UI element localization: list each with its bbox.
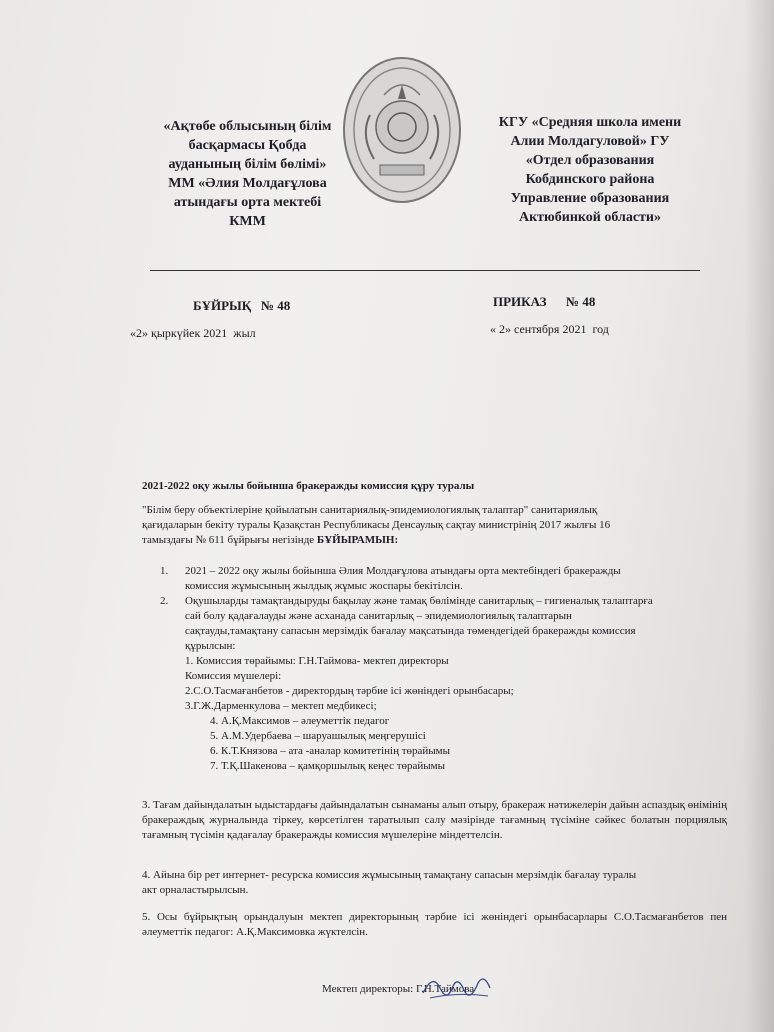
order-date-kz: «2» қыркүйек 2021 жыл [130,326,256,340]
paragraph-4 [142,868,727,898]
preamble-line [142,533,712,548]
document-title: 2021-2022 оқу жылы бойынша бракеражды комиссия құру туралы [142,480,475,492]
commission-line: 6. К.Т.Князова – ата -аналар комитетінің төрайымы [210,745,451,757]
commission-line: 1. Комиссия төрайымы: Г.Н.Таймова- мектеп директоры [185,655,449,667]
header-ru-line: Кобдинского района [525,172,655,187]
paragraph-3: 3. Тағам дайындалатын ыдыстардағы дайындалатын сынаманы алып отыру, бракераж нәтижелерін дайын аспаздық өнімінің бракераждық журналында тіркеу, көрсетілген таратылып салу мәзірінде тағамның түсіміне сәйкес болатын порциялық тағамның түсімін қадағалау бракеражды комиссия мүшелеріне міндеттелсін. [142,799,727,841]
order-directive: БҰЙЫРАМЫН: [316,534,399,546]
list-item [160,594,720,774]
header-ru-line: Управление образования [510,191,670,206]
header-kz-line: ауданының білім бөлімі» [168,157,327,172]
item-number: 1. [160,565,169,577]
header-ru-line: Алии Молдагуловой» ГУ [510,134,670,149]
director-signature-line: Мектеп директоры: Г.Н.Таймова [322,983,475,995]
commission-line: 4. А.Қ.Максимов – әлеуметтік педагог [210,715,390,727]
header-russian [490,113,690,227]
header-kz-line: ММ «Әлия Молдағұлова [168,176,327,191]
list-item [160,564,720,594]
order-items-list [160,564,720,774]
preamble-line: "Білім беру объектілеріне қойылатын санитариялық-эпидемиологиялық талаптар" санитариялық [142,504,598,516]
handwritten-signature-icon [418,968,498,1008]
paragraph-line: акт орналастырылсын. [142,884,249,896]
header-kz-line: КММ [229,214,266,229]
header-kz-line: басқармасы Қобда [188,138,307,153]
commission-line: 5. А.М.Удербаева – шаруашылық меңгерушісі [210,730,426,742]
preamble-line: қағидаларын бекіту туралы Қазақстан Республикасы Денсаулық сақтау министрінің 2017 жылғы 16 [142,519,611,531]
commission-line: Комиссия мүшелері: [185,670,282,682]
order-title-kz: БҰЙРЫҚ № 48 [193,298,291,313]
commission-line: 7. Т.Қ.Шакенова – қамқоршылық кеңес төрайымы [210,760,446,772]
paragraph-line: 4. Айына бір рет интернет- ресурска комиссия жұмысының тамақтану сапасын мерзімдік бағалау туралы [142,869,637,881]
item-line: комиссия жұмысының жылдық жұмыс жоспары бекітілсін. [185,580,463,592]
commission-line: 3.Г.Ж.Дарменкулова – мектеп медбикесі; [185,700,377,712]
order-date-ru: « 2» сентября 2021 год [490,322,609,336]
preamble [142,503,712,548]
state-emblem-icon [340,55,465,205]
header-kz-line: атындағы орта мектебі [173,195,322,210]
item-line: сай болу қадағалауды және асханада санитарлық – эпидемиологиялық талаптарын [185,610,572,622]
paragraph-5: 5. Осы бұйрықтың орындалуын мектеп директорының тәрбие ісі жөніндегі орынбасарлары С.О.Тасмағанбетов пен әлеуметтік педагог: А.Қ.Максимовка жүктелсін. [142,911,727,938]
header-kz-line: «Ақтөбе облысының білім [163,119,332,134]
item-line: құрылсын: [185,640,236,652]
item-number: 2. [160,595,169,607]
item-line: 2021 – 2022 оқу жылы бойынша Әлия Молдағұлова атындағы орта мектебіндегі бракеражды [185,565,621,577]
header-divider [150,270,700,271]
header-ru-line: Актюбинкой области» [519,210,661,225]
order-title-ru: ПРИКАЗ № 48 [493,294,596,309]
preamble-line-text: тамыздағы № 611 бұйрығы негізінде [142,534,315,546]
item-line: Оқушыларды тамақтандыруды бақылау және тамақ бөлімінде санитарлық – гигиеналық талаптарға [185,595,653,607]
header-kazakh [135,117,360,231]
header-ru-line: КГУ «Средняя школа имени [498,115,682,130]
item-line: сақтауды,тамақтану сапасын мерзімдік бағалау мақсатында төмендегідей бракеражды комиссия [185,625,636,637]
commission-line: 2.С.О.Тасмағанбетов - директордың тәрбие ісі жөніндегі орынбасары; [185,685,514,697]
header-ru-line: «Отдел образования [525,153,655,168]
page-shadow [744,0,774,1032]
